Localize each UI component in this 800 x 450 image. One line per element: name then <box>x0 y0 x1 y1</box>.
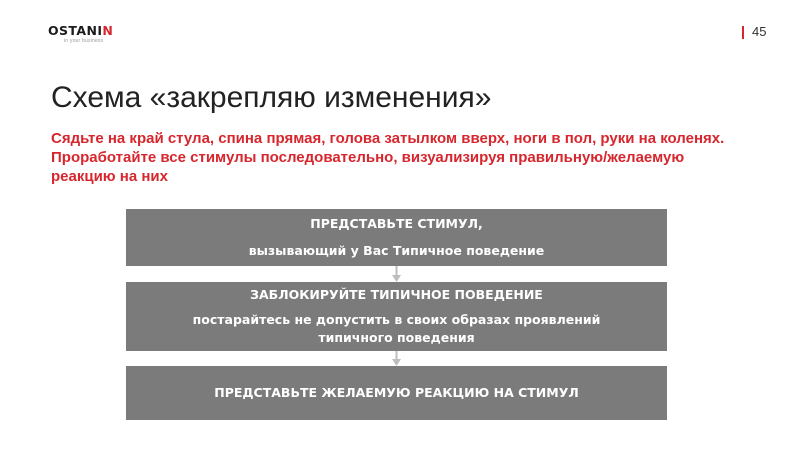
process-flow <box>126 209 667 431</box>
logo-wordmark <box>48 24 113 38</box>
flow-arrow-down-icon <box>392 351 401 366</box>
page-number-bar <box>742 26 744 39</box>
slide-instructions: Сядьте на край стула, спина прямая, голова затылком вверх, ноги в пол, руки на коленях. Проработайте все стимулы последовательно, визуализируя правильную/желаемую реакцию на них <box>51 130 725 185</box>
flow-step-1-heading: ПРЕДСТАВЬТЕ СТИМУЛ, <box>310 216 483 231</box>
flow-step-2 <box>126 282 667 351</box>
flow-step-3 <box>126 366 667 420</box>
flow-step-1 <box>126 209 667 266</box>
logo-tagline: in your business <box>64 38 104 44</box>
flow-step-2-description: постарайтесь не допустить в своих образах проявлений типичного поведения <box>192 312 601 345</box>
logo-brand-left: OSTANI <box>48 23 103 38</box>
company-logo <box>48 24 113 44</box>
flow-arrow-down-icon <box>392 266 401 282</box>
page-number: 45 <box>752 24 767 39</box>
flow-step-3-heading: ПРЕДСТАВЬТЕ ЖЕЛАЕМУЮ РЕАКЦИЮ НА СТИМУЛ <box>214 385 579 400</box>
flow-step-2-heading: ЗАБЛОКИРУЙТЕ ТИПИЧНОЕ ПОВЕДЕНИЕ <box>250 287 543 302</box>
slide-title: Схема «закрепляю изменения» <box>51 81 492 114</box>
logo-brand-right: N <box>102 23 114 38</box>
flow-step-1-description: вызывающий у Вас Типичное поведение <box>248 243 545 258</box>
